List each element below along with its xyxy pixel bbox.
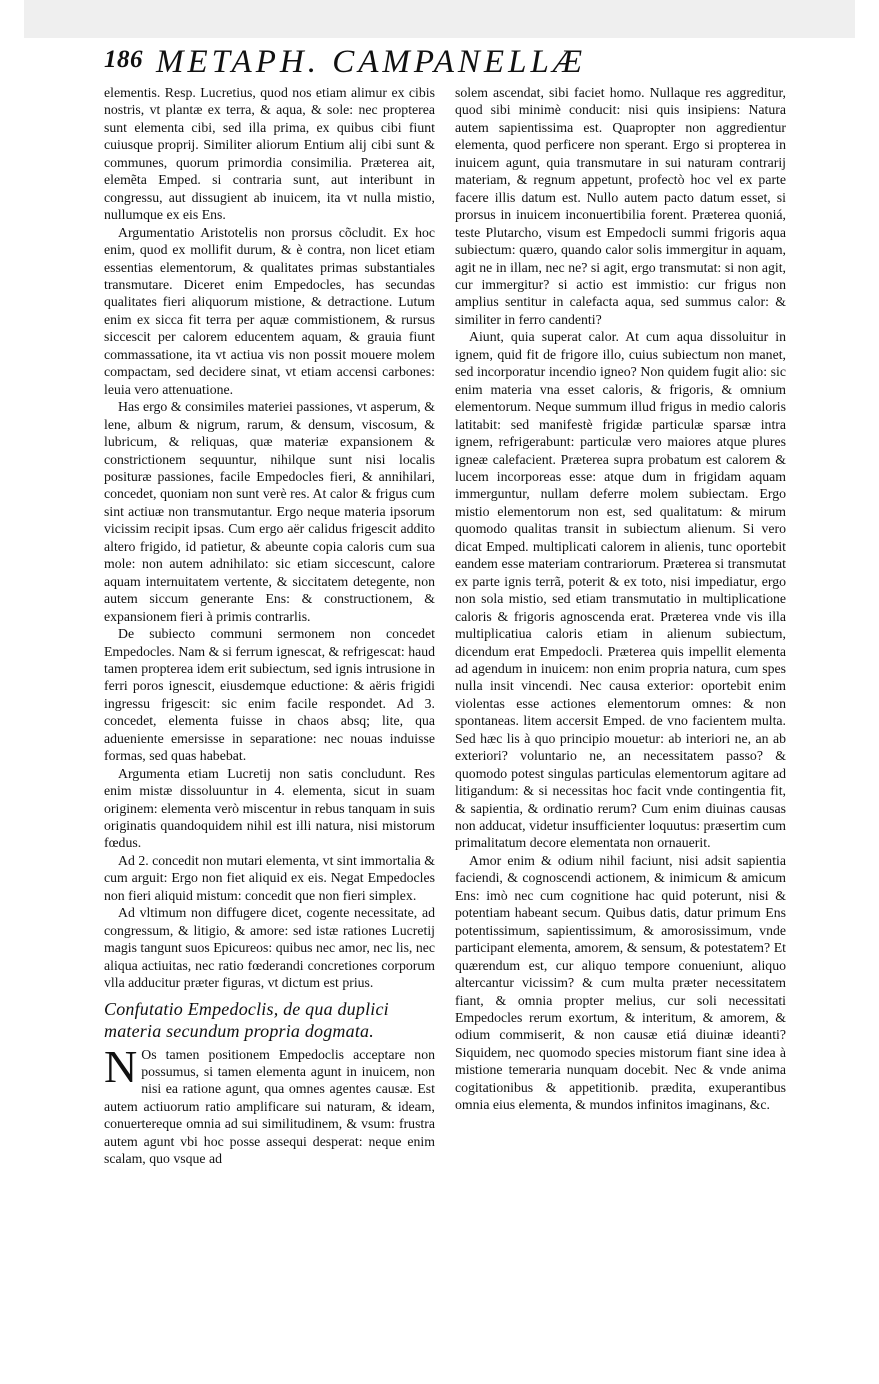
- page-header: [104, 40, 784, 80]
- paragraph: Argumenta etiam Lucretij non satis concludunt. Res enim mistæ dissoluuntur in 4. elementa, sicut in suam originem: elementa verò miscentur in rebus tanquam in suis originatis quandoquidem nihil est illi natura, nisi mistorum fœdus.: [104, 765, 435, 851]
- running-head: METAPH. CAMPANELLÆ: [156, 44, 587, 80]
- paragraph: Has ergo & consimiles materiei passiones, vt asperum, & lene, album & nigrum, rarum, & densum, viscosum, & lubricum, & reliquas, quæ materiæ expansionem & constrictionem sequuntur, nihilque sunt nisi localis posituræ passiones, facile Empedocles fieri, & annihilari, concedet, quoniam non sunt verè res. At calor & frigus cum sint actiuæ non transmutantur. Ergo neque materia ipsorum vicissim recipit ipsas. Cum ergo aër calidus frigescit addito altero frigido, id patietur, & abeunte copia caloris cum sua mole: non autem adnihilato: sic etiam siccescunt, calore aquam internuitatem vertente, & siccitatem detegente, non autem siccum generante Ens: & constructionem, & expansionem fieri à primis contrarlis.: [104, 399, 435, 624]
- paragraph: Ad 2. concedit non mutari elementa, vt sint immortalia & cum arguit: Ergo non fiet aliquid ex eis. Negat Empedocles non fieri aliquid mistum: concedit que non fieri simplex.: [104, 852, 435, 903]
- page-number: 186: [104, 46, 143, 73]
- section-heading: Confutatio Empedoclis, de qua duplici materia secundum propria dogmata.: [104, 998, 389, 1041]
- paragraph: Ad vltimum non diffugere dicet, cogente necessitate, ad congressum, & litigio, & amore: sed istæ rationes Lucretij magis tangunt suos Epicureos: quibus nec amor, nec lis, nec aliqua actiuitas, nec ratio fœderandi concretiones corporum vlla adducitur præter figuras, vt dictum est prius.: [104, 905, 435, 991]
- paragraph: De subiecto communi sermonem non concedet Empedocles. Nam & si ferrum ignescat, & refrigescat: haud tamen propterea idem erit subiectum, sed ignis intrusione in ferri poros ignescit, eiusdemque eductione: & aëris frigidi ingressu frigescit: sic enim facile respondet. Ad 3. concedet, elementa fuisse in chaos absq; lite, qua adueniente emersisse in separatione: nec nouas induisse formas, sed quas habebat.: [104, 626, 436, 764]
- paragraph: Argumentatio Aristotelis non prorsus cõcludit. Ex hoc enim, quod ex mollifit durum, & è contra, non licet etiam essentias elementorum, & qualitates primas substantiales transmutare. Diceret enim Empedocles, has secundas qualitates fieri aliquorum mistione, & detractione. Lutum enim ex sicca fit terra per aquæ commistionem, & rursus siccescit per calorem educentem aquam, & grauia fiunt commassatione, ita vt actiua vis non possit mouere molem compactam, sed decidere sinat, vt etiam accensi carbones: leuia vero attenuatione.: [104, 224, 435, 397]
- paragraph: Aiunt, quia superat calor. At cum aqua dissoluitur in ignem, quid fit de frigore illo, cuius subiectum non manet, sed incorporatur incendio igneo? Non quidem fugit alio: sic enim materia vna esset caloris, & frigoris, & omnium elementorum. Neque summum illud frigus in medio caloris latitabit: sed manifestè frigidæ particulæ sparsæ intra ignem, refrigerabunt: particulæ vero maiores atque plures igneæ calefacient. Præterea supra probatum est calorem & lucem incorporeas esse: atque dum in frigidam aquam immerguntur, nullam deferre molem subiectam. Ergo mistio elementorum non est, sed qualitatum: & mirum quomodo qualitas transit in subiectum alienum. Si vero dicat Emped. multiplicati calorem in alienis, tunc oportebit eandem esse materiam contrariorum. Præterea si transmutat ex parte ignis terrã, poterit & ex toto, nisi impediatur, ergo non sola mistio, sed etiam transmutatio in multiplicatione caloris & frigoris agnoscenda erat. Præterea vnde vis illa multiplicatiua caloris etiam in alienum subiectum, dicendum erat Empedocli. Præterea quis impellit elementa ad agendum in inuicem: non enim propria natura, cum spes nulla insit vincendi. Nec causa exterior: oportebit enim violentas esse actiones elementorum omnes: & non spontaneas. litem accersit Emped. de vno facientem multa. Sed hæc lis à quo principio mouetur: ab interiori ne, an ab exteriori? voluntario ne, an necessitatem passo? & quomodo potest singulas particulas elementorum agitare ad litigandum: & si necessitas hoc facit vnde contingentia fit, & sapientia, & ordinatio rerum? Cum enim diuinas causas non adducat, videtur insufficienter loquutus: præsertim cum primalitatum decore elementata non ornauerit.: [455, 329, 786, 851]
- dropcap-paragraph-text: Os tamen positionem Empedoclis acceptare non possumus, si tamen elementa agunt in inuicem, non nisi ea ratione agunt, qua omnes agentes causæ. Est autem actiuorum ratio amplificare sui naturam, & ideam, conuertereque omnia ad sui similitudinem, & vsum: frustra autem agunt vbi hoc posse assequi desperat: neque enim scalam, quo vsque ad: [104, 1046, 435, 1167]
- paragraph: solem ascendat, sibi faciet homo. Nullaque res aggreditur, quod sibi minimè conducit: nisi quis insipiens: Natura autem sapientissima est. Quapropter non aggredientur elementa, quod perficere non sperant. Ergo si propterea in inuicem agunt, quia transmutare in sui naturam contrarij materiam, & regnum appetunt, profectò hoc vel ex parte facere illis datum est. Nullo autem pacto datum esset, si prorsus in inuicem inconuertibilia forent. Præterea quoniá, teste Plutarcho, visum est Empedocli summi frigoris aqua subiectum: quæro, quando calor solis immergitur in aquam, agit ne in illam, nec ne? si agit, ergo transmutat: si non agit, cur immergitur? si actio est immistio: cur frigus non amplius sentitur in calefacta aqua, sed summus calor: & similiter in ferro candenti?: [455, 85, 786, 327]
- dropcap-paragraph: [104, 1040, 435, 1168]
- scan-border: [24, 0, 855, 38]
- left-column: [104, 84, 435, 1168]
- paragraph: elementis. Resp. Lucretius, quod nos etiam alimur ex cibis nostris, vt plantæ ex terra, & aqua, & sole: nec propterea sunt elementa cibi, sed illa prima, ex quibus cibi fiunt cuiusque proprij. Similiter aliorum Entium alij cibi sunt & communes, quorum primordia consimilia. Præterea ait, elemẽta Emped. si contraria sunt, aut interibunt in congressu, aut dissugient ab inuicem, ita vt nulla mistio, nullumque ex eis Ens.: [104, 85, 435, 223]
- paragraph: Amor enim & odium nihil faciunt, nisi adsit sapientia faciendi, & cognoscendi actionem, & inimicum & amicum Ens: imò nec cum cognitione hac quid poterunt, nisi & potentiam habeant secum. Quibus datis, datur primum Ens potentissimum, sapientissimum, & amorosissimum, vnde participant elementa, amorem, & sensum, & potestatem? Et quærendum est, cur aliquo tempore conueniunt, aliquo altercantur vicissim? & cum multa præter necessitatem fiant, & omnia propter melius, cur soli necessitati Empedocles rerum exortum, & interitum, & amorem, & odium commiserit, & non causæ etiá diuinæ ideanti? Siquidem, nec quomodo species mistorum fiant sine idea à mistione temeraria nunquam docebit. Nec & vnde anima cogitationibus & appetitionib. prædita, exuperantibus omnia eius elementa, & mundos infinitos imaginans, &c.: [455, 852, 786, 1113]
- right-column: [455, 84, 786, 1114]
- drop-cap: N: [104, 1040, 138, 1092]
